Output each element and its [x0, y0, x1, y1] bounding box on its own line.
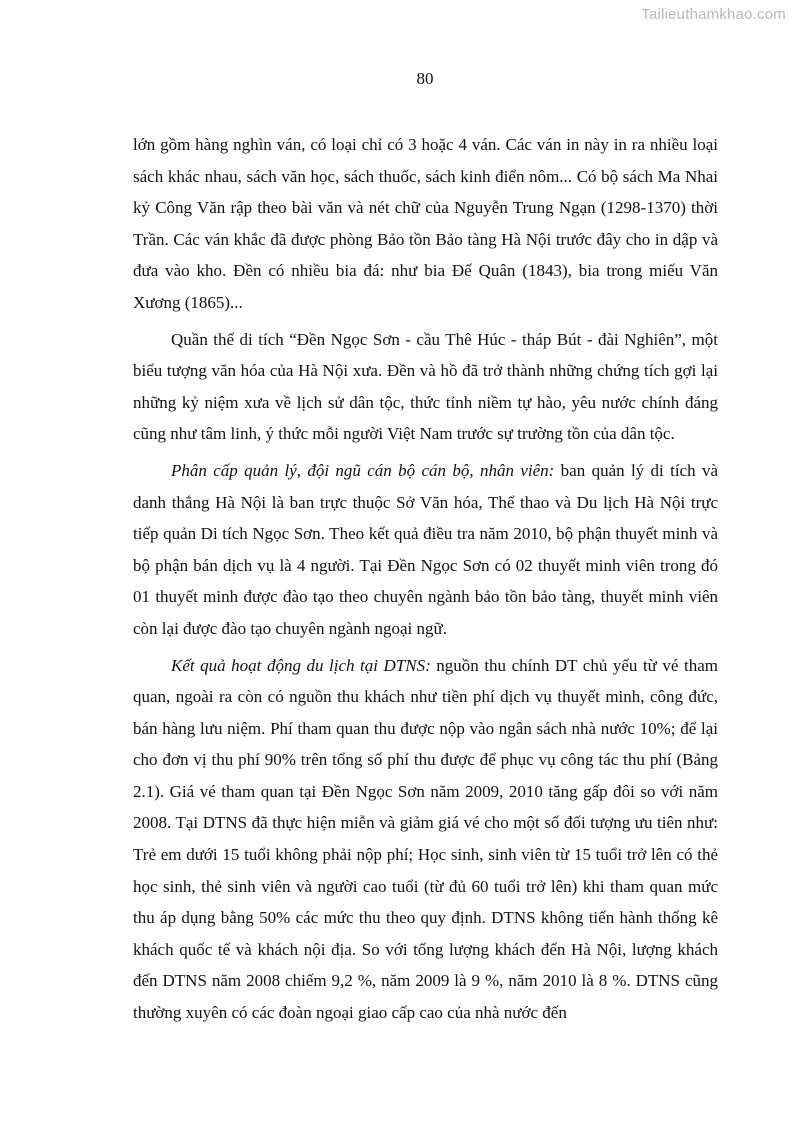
paragraph-3-text: ban quản lý di tích và danh thắng Hà Nội là ban trực thuộc Sở Văn hóa, Thể thao và Du lịch Hà Nội trực tiếp quản Di tích Ngọc Sơn. Theo kết quả điều tra năm 2010, bộ phận thuyết minh và bộ phận bán dịch vụ là 4 người. Tại Đền Ngọc Sơn có 02 thuyết minh viên trong đó 01 thuyết minh được đào tạo theo chuyên ngành bảo tồn bảo tàng, thuyết minh viên còn lại được đào tạo chuyên ngành ngoại ngữ. [133, 460, 718, 638]
watermark: Tailieuthamkhao.com [641, 6, 786, 23]
paragraph-1 [133, 129, 718, 319]
paragraph-4-text: nguồn thu chính DT chủ yếu từ vé tham quan, ngoài ra còn có nguồn thu khách như tiền phí dịch vụ thuyết minh, công đức, bán hàng lưu niệm. Phí tham quan thu được nộp vào ngân sách nhà nước 10%; để lại cho đơn vị thu phí 90% trên tổng số phí thu được để phục vụ công tác thu phí (Bảng 2.1). Giá vé tham quan tại Đền Ngọc Sơn năm 2009, 2010 tăng gấp đôi so với năm 2008. Tại DTNS đã thực hiện miễn và giảm giá vé cho một số đối tượng ưu tiên như: Trẻ em dưới 15 tuổi không phải nộp phí; Học sinh, sinh viên từ 15 tuổi trở lên có thẻ học sinh, thẻ sinh viên và người cao tuổi (từ đủ 60 tuổi trở lên) khi tham quan mức thu áp dụng bằng 50% các mức thu theo quy định. DTNS không tiến hành thống kê khách quốc tế và khách nội địa. So với tổng lượng khách đến Hà Nội, lượng khách đến DTNS năm 2008 chiếm 9,2 %, năm 2009 là 9 %, năm 2010 là 8 %. DTNS cũng thường xuyên có các đoàn ngoại giao cấp cao của nhà nước đến [133, 655, 719, 1023]
paragraph-3-lead: Phân cấp quản lý, đội ngũ cán bộ cán bộ, nhân viên: [171, 460, 555, 480]
paragraph-4-lead: Kết quả hoạt động du lịch tại DTNS: [171, 655, 431, 675]
paragraph-4 [133, 650, 718, 1029]
document-body [133, 129, 718, 1034]
page-number: 80 [416, 69, 434, 88]
paragraph-3 [133, 455, 718, 645]
paragraph-1-text: lớn gồm hàng nghìn ván, có loại chỉ có 3 hoặc 4 ván. Các ván in này in ra nhiều loại sách khác nhau, sách văn học, sách thuốc, sách kinh điển nôm... Có bộ sách Ma Nhai kỷ Công Văn rập theo bài văn và nét chữ của Nguyễn Trung Ngạn (1298-1370) thời Trần. Các ván khắc đã được phòng Bảo tồn Bảo tàng Hà Nội trước đây cho in dập và đưa vào kho. Đền có nhiều bia đá: như bia Đế Quân (1843), bia trong miếu Văn Xương (1865)... [133, 135, 718, 312]
paragraph-2-text: Quần thể di tích “Đền Ngọc Sơn - cầu Thê Húc - tháp Bút - đài Nghiên”, một biểu tượng văn hóa của Hà Nội xưa. Đền và hồ đã trở thành những chứng tích gợi lại những kỷ niệm xưa về lịch sử dân tộc, thức tỉnh niềm tự hào, yêu nước chính đáng cũng như tâm linh, ý thức mỗi người Việt Nam trước sự trường tồn của dân tộc. [133, 329, 718, 444]
paragraph-2 [133, 324, 718, 450]
